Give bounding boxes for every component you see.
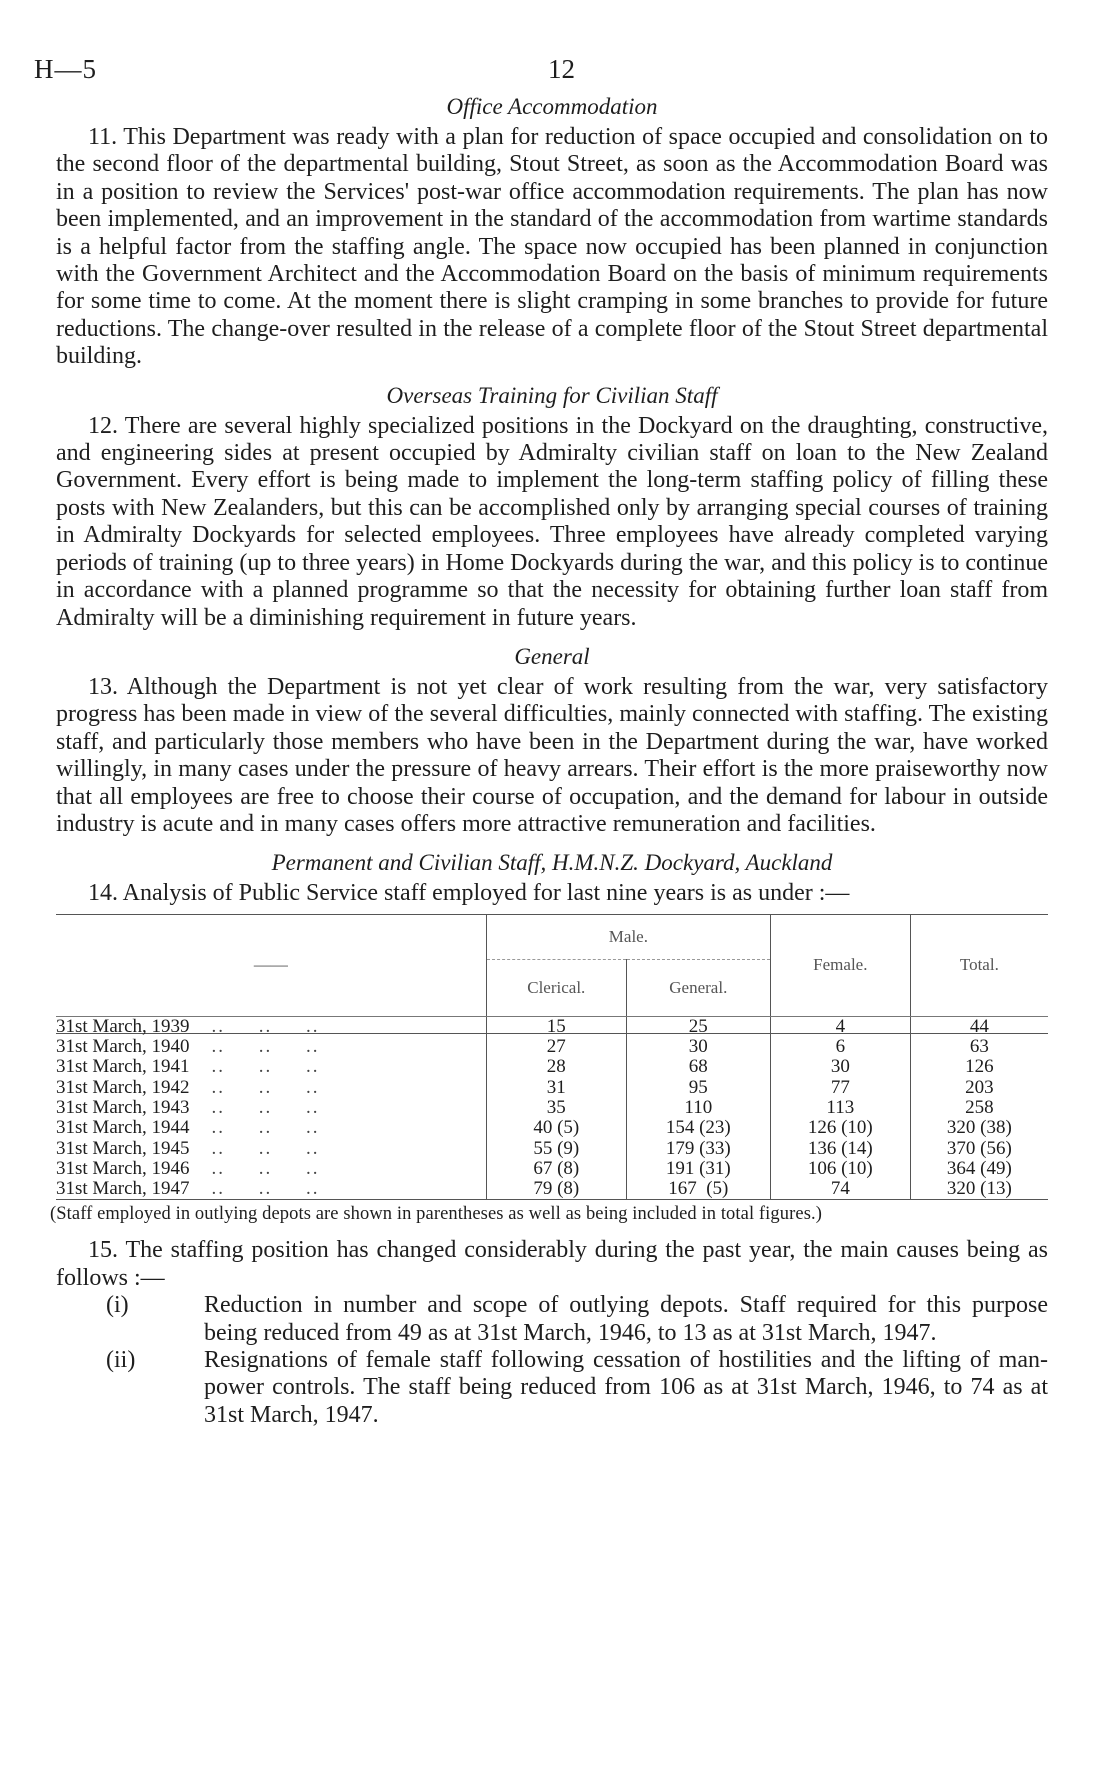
row-female: 106 (10) xyxy=(770,1159,910,1179)
row-date: 31st March, 1943 xyxy=(56,1096,190,1118)
list-marker: (i) xyxy=(106,1292,129,1319)
row-female: 126 (10) xyxy=(770,1118,910,1138)
table-row xyxy=(56,1017,1048,1037)
row-female: 113 xyxy=(770,1098,910,1118)
table-note: (Staff employed in outlying depots are shown in parentheses as well as being included in total figures.) xyxy=(50,1204,822,1225)
row-clerical: 31 xyxy=(486,1078,626,1098)
row-date: 31st March, 1941 xyxy=(56,1056,190,1078)
female-header: Female. xyxy=(770,914,910,1016)
row-general: 30 xyxy=(626,1037,770,1057)
row-female: 30 xyxy=(770,1057,910,1077)
staff-rows xyxy=(56,1017,1048,1201)
table-row xyxy=(56,1078,1048,1098)
row-clerical: 15 xyxy=(486,1017,626,1037)
row-general: 68 xyxy=(626,1057,770,1077)
row-total: 320 (13) xyxy=(910,1179,1048,1200)
row-date-cell xyxy=(56,1098,486,1118)
row-total: 258 xyxy=(910,1098,1048,1118)
table-row xyxy=(56,1037,1048,1057)
causes-list xyxy=(56,1292,1048,1429)
dot-leader: .. .. .. xyxy=(211,1178,320,1200)
row-date: 31st March, 1945 xyxy=(56,1137,190,1159)
list-item xyxy=(56,1292,1048,1347)
paragraph-12: 12. There are several highly specialized positions in the Dockyard on the draughting, constructive, and engineering sides at present occupied by Admiralty civilian staff on loan to the New Zealand Government. Every effort is being made to implement the long-term staffing policy of filling these posts with New Zealanders, but this can be accomplished only by arranging special courses of training in Admiralty Dockyards for selected employees. Three employees have already completed varying periods of training (up to three years) in Home Dockyards during the war, and this policy is to continue in accordance with a planned programme so that the necessity for obtaining further loan staff from Admiralty will be a diminishing requirement in future years. xyxy=(56,412,1048,631)
table-row xyxy=(56,1098,1048,1118)
list-item-text: Reduction in number and scope of outlying depots. Staff required for this purpose being reduced from 49 as at 31st March, 1946, to 13 as at 31st March, 1947. xyxy=(204,1292,1048,1346)
row-date-cell xyxy=(56,1118,486,1138)
row-general: 191 (31) xyxy=(626,1159,770,1179)
row-total: 370 (56) xyxy=(910,1139,1048,1159)
page-number: 12 xyxy=(548,54,575,84)
row-general: 25 xyxy=(626,1017,770,1037)
row-date-cell xyxy=(56,1159,486,1179)
list-item xyxy=(56,1347,1048,1429)
row-female: 74 xyxy=(770,1179,910,1200)
row-total: 126 xyxy=(910,1057,1048,1077)
row-date: 31st March, 1940 xyxy=(56,1036,190,1058)
row-clerical: 28 xyxy=(486,1057,626,1077)
row-clerical: 55 (9) xyxy=(486,1139,626,1159)
paragraph-11: 11. This Department was ready with a plan for reduction of space occupied and consolidation on to the second floor of the departmental building, Stout Street, as soon as the Accommodation Board was in a position to review the Services' post-war office accommodation requirements. The plan has now been implemented, and an improvement in the standard of the accommodation from wartime standards is a helpful factor from the staffing angle. The space now occupied has been planned in conjunction with the Government Architect and the Accommodation Board on the basis of minimum requirements for some time to come. At the moment there is slight cramping in some branches to provide for future reductions. The change-over resulted in the release of a complete floor of the Stout Street departmental building. xyxy=(56,124,1048,370)
row-date: 31st March, 1942 xyxy=(56,1076,190,1098)
row-clerical: 27 xyxy=(486,1037,626,1057)
clerical-header: Clerical. xyxy=(486,959,626,1016)
row-female: 77 xyxy=(770,1078,910,1098)
section-heading: Overseas Training for Civilian Staff xyxy=(386,382,718,408)
row-date-cell xyxy=(56,1078,486,1098)
dot-leader: .. .. .. xyxy=(211,1015,320,1037)
section-heading: Permanent and Civilian Staff, H.M.N.Z. Dockyard, Auckland xyxy=(271,850,833,876)
table-row xyxy=(56,1118,1048,1138)
table-row xyxy=(56,1159,1048,1179)
document-code: H—5 xyxy=(34,54,97,84)
dot-leader: .. .. .. xyxy=(211,1036,320,1058)
row-total: 320 (38) xyxy=(910,1118,1048,1138)
table-header-row xyxy=(56,914,1048,959)
dot-leader: .. .. .. xyxy=(211,1056,320,1078)
list-marker: (ii) xyxy=(106,1347,136,1374)
total-header: Total. xyxy=(910,914,1048,1016)
row-female: 6 xyxy=(770,1037,910,1057)
row-date: 31st March, 1946 xyxy=(56,1157,190,1179)
table-row xyxy=(56,1057,1048,1077)
blank-header: —— xyxy=(56,914,486,1016)
row-clerical: 35 xyxy=(486,1098,626,1118)
paragraph-14: 14. Analysis of Public Service staff employed for last nine years is as under :— xyxy=(88,880,850,907)
staff-table-wrapper xyxy=(56,914,1048,1201)
list-item-text: Resignations of female staff following cessation of hostilities and the lifting of man-power controls. The staff being reduced from 106 as at 31st March, 1946, to 74 as at 31st March, 1947. xyxy=(204,1347,1048,1428)
row-general: 110 xyxy=(626,1098,770,1118)
page xyxy=(34,42,1048,1429)
row-clerical: 67 (8) xyxy=(486,1159,626,1179)
table-row xyxy=(56,1179,1048,1200)
section-heading: General xyxy=(514,643,590,669)
row-date-cell xyxy=(56,1179,486,1200)
row-female: 4 xyxy=(770,1017,910,1037)
row-date: 31st March, 1947 xyxy=(56,1178,190,1200)
row-female: 136 (14) xyxy=(770,1139,910,1159)
dot-leader: .. .. .. xyxy=(211,1137,320,1159)
dot-leader: .. .. .. xyxy=(211,1117,320,1139)
paragraph-13: 13. Although the Department is not yet clear of work resulting from the war, very satisfactory progress has been made in view of the several difficulties, mainly connected with staffing. The existing staff, and particularly those members who have been in the Department during the war, have worked willingly, in many cases under the pressure of heavy arrears. Their effort is the more praiseworthy now that all employees are free to choose their course of occupation, and the demand for labour in outside industry is acute and in many cases offers more attractive remuneration and facilities. xyxy=(56,673,1048,837)
row-total: 364 (49) xyxy=(910,1159,1048,1179)
row-date: 31st March, 1944 xyxy=(56,1117,190,1139)
paragraph-15: 15. The staffing position has changed considerably during the past year, the main causes being as follows :— xyxy=(56,1237,1048,1291)
dot-leader: .. .. .. xyxy=(211,1076,320,1098)
row-general: 95 xyxy=(626,1078,770,1098)
section-heading: Office Accommodation xyxy=(446,94,658,119)
row-date-cell xyxy=(56,1037,486,1057)
row-general: 167 (5) xyxy=(626,1179,770,1200)
row-general: 179 (33) xyxy=(626,1139,770,1159)
row-clerical: 40 (5) xyxy=(486,1118,626,1138)
row-date: 31st March, 1939 xyxy=(56,1015,190,1037)
dot-leader: .. .. .. xyxy=(211,1096,320,1118)
row-total: 63 xyxy=(910,1037,1048,1057)
table-row xyxy=(56,1139,1048,1159)
male-header: Male. xyxy=(486,914,770,959)
row-clerical: 79 (8) xyxy=(486,1179,626,1200)
row-total: 203 xyxy=(910,1078,1048,1098)
general-header: General. xyxy=(626,959,770,1016)
row-date-cell xyxy=(56,1057,486,1077)
row-date-cell xyxy=(56,1017,486,1037)
row-total: 44 xyxy=(910,1017,1048,1037)
dot-leader: .. .. .. xyxy=(211,1157,320,1179)
row-date-cell xyxy=(56,1139,486,1159)
running-header xyxy=(34,42,1048,86)
row-general: 154 (23) xyxy=(626,1118,770,1138)
